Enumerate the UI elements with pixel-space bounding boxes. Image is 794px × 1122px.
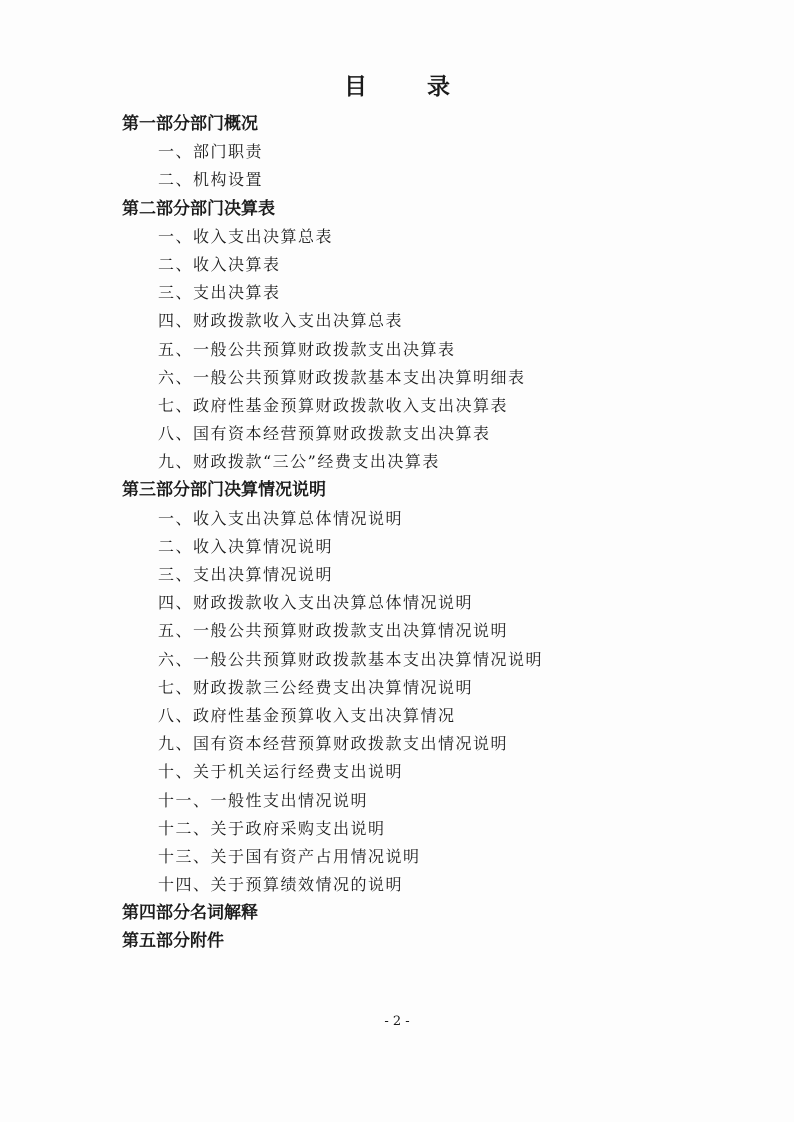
toc-item: 二、机构设置 — [158, 170, 264, 190]
toc-item: 十二、关于政府采购支出说明 — [158, 818, 386, 838]
toc-item: 六、一般公共预算财政拨款基本支出决算情况说明 — [158, 649, 544, 669]
toc-item: 八、政府性基金预算收入支出决算情况 — [158, 705, 456, 725]
toc-part-5: 第五部分附件 — [122, 931, 224, 952]
toc-part-4: 第四部分名词解释 — [122, 903, 258, 924]
table-of-contents — [122, 110, 722, 956]
toc-item: 十四、关于预算绩效情况的说明 — [158, 875, 404, 895]
toc-item: 二、收入决算情况说明 — [158, 536, 334, 556]
toc-part-3: 第三部分部门决算情况说明 — [122, 480, 326, 501]
toc-item: 二、收入决算表 — [158, 254, 281, 274]
toc-item: 七、财政拨款三公经费支出决算情况说明 — [158, 677, 474, 697]
toc-item: 十一、一般性支出情况说明 — [158, 790, 369, 810]
toc-item: 九、财政拨款“三公”经费支出决算表 — [158, 452, 440, 472]
toc-item: 五、一般公共预算财政拨款支出决算情况说明 — [158, 621, 509, 641]
toc-item: 四、财政拨款收入支出决算总体情况说明 — [158, 593, 474, 613]
toc-item: 六、一般公共预算财政拨款基本支出决算明细表 — [158, 367, 526, 387]
toc-item: 三、支出决算情况说明 — [158, 565, 334, 584]
toc-item: 三、支出决算表 — [158, 283, 281, 303]
page-number: - 2 - — [384, 1014, 410, 1029]
toc-item: 一、部门职责 — [158, 142, 264, 162]
toc-item: 四、财政拨款收入支出决算总表 — [158, 311, 404, 331]
toc-item: 七、政府性基金预算财政拨款收入支出决算表 — [158, 395, 509, 415]
toc-item: 一、收入支出决算总表 — [158, 226, 334, 246]
toc-item: 九、国有资本经营预算财政拨款支出情况说明 — [158, 734, 509, 754]
toc-item: 十三、关于国有资产占用情况说明 — [158, 846, 421, 866]
toc-item: 一、收入支出决算总体情况说明 — [158, 508, 404, 528]
toc-item: 八、国有资本经营预算财政拨款支出决算表 — [158, 424, 491, 444]
toc-item: 五、一般公共预算财政拨款支出决算表 — [158, 339, 456, 359]
toc-part-2: 第二部分部门决算表 — [122, 198, 275, 219]
toc-part-1: 第一部分部门概况 — [122, 114, 258, 134]
toc-item: 十、关于机关运行经费支出说明 — [158, 762, 404, 782]
page-title: 目 录 — [343, 73, 476, 100]
